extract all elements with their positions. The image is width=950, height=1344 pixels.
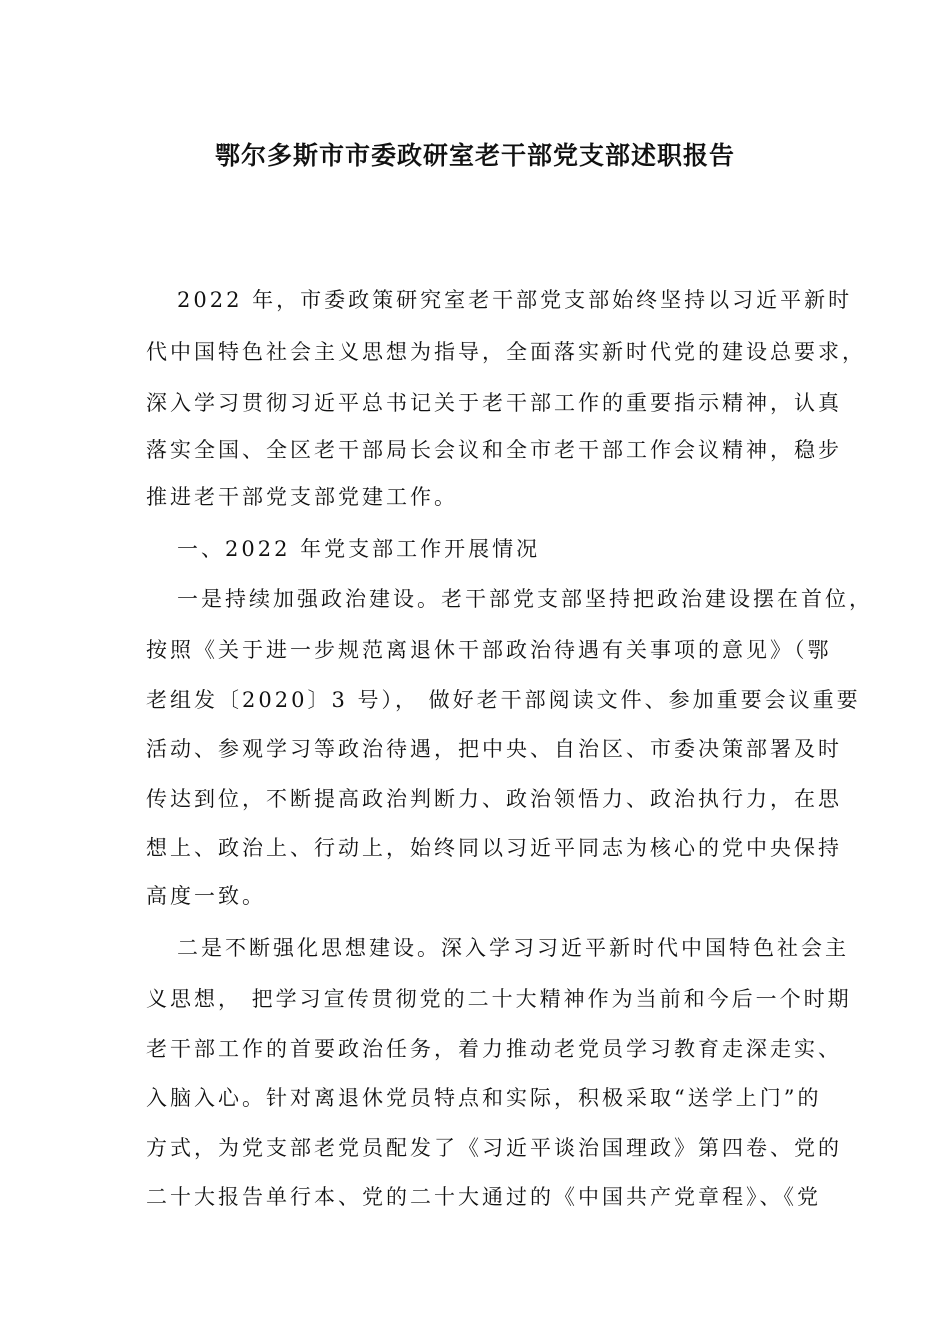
paragraph-line: 代中国特色社会主义思想为指导，全面落实新时代党的建设总要求， [146,340,866,364]
paragraph-line: 传达到位，不断提高政治判断力、政治领悟力、政治执行力，在思 [146,787,842,811]
paragraph-line: 深入学习贯彻习近平总书记关于老干部工作的重要指示精神，认真 [146,391,842,415]
section-heading: 一、2022 年党支部工作开展情况 [177,537,541,561]
paragraph-line: 义思想， 把学习宣传贯彻党的二十大精神作为当前和今后一个时期 [146,987,852,1011]
paragraph-line: 落实全国、全区老干部局长会议和全市老干部工作会议精神，稳步 [146,438,842,462]
document-title: 鄂尔多斯市市委政研室老干部党支部述职报告 [214,141,735,170]
paragraph-line: 活动、参观学习等政治待遇，把中央、自治区、市委决策部署及时 [146,737,842,761]
paragraph-line: 入脑入心。针对离退休党员特点和实际，积极采取“送学上门”的 [146,1086,822,1110]
paragraph-line: 二十大报告单行本、党的二十大通过的《中国共产党章程》、《党 [146,1185,821,1209]
paragraph-line: 二是不断强化思想建设。深入学习习近平新时代中国特色社会主 [177,936,849,960]
paragraph-line: 老干部工作的首要政治任务，着力推动老党员学习教育走深走实、 [146,1037,842,1061]
paragraph-line: 方式，为党支部老党员配发了《习近平谈治国理政》第四卷、党的 [146,1136,842,1160]
paragraph-line: 老组发〔2020〕3 号）， 做好老干部阅读文件、参加重要会议重要 [146,688,861,712]
paragraph-line: 想上、政治上、行动上，始终同以习近平同志为核心的党中央保持 [146,836,842,860]
paragraph-line: 2022 年，市委政策研究室老干部党支部始终坚持以习近平新时 [177,288,853,312]
paragraph-line: 一是持续加强政治建设。老干部党支部坚持把政治建设摆在首位， [177,587,873,611]
paragraph-line: 推进老干部党支部党建工作。 [146,485,458,509]
paragraph-line: 按照《关于进一步规范离退休干部政治待遇有关事项的意见》（鄂 [146,638,832,662]
paragraph-line: 高度一致。 [146,884,266,908]
